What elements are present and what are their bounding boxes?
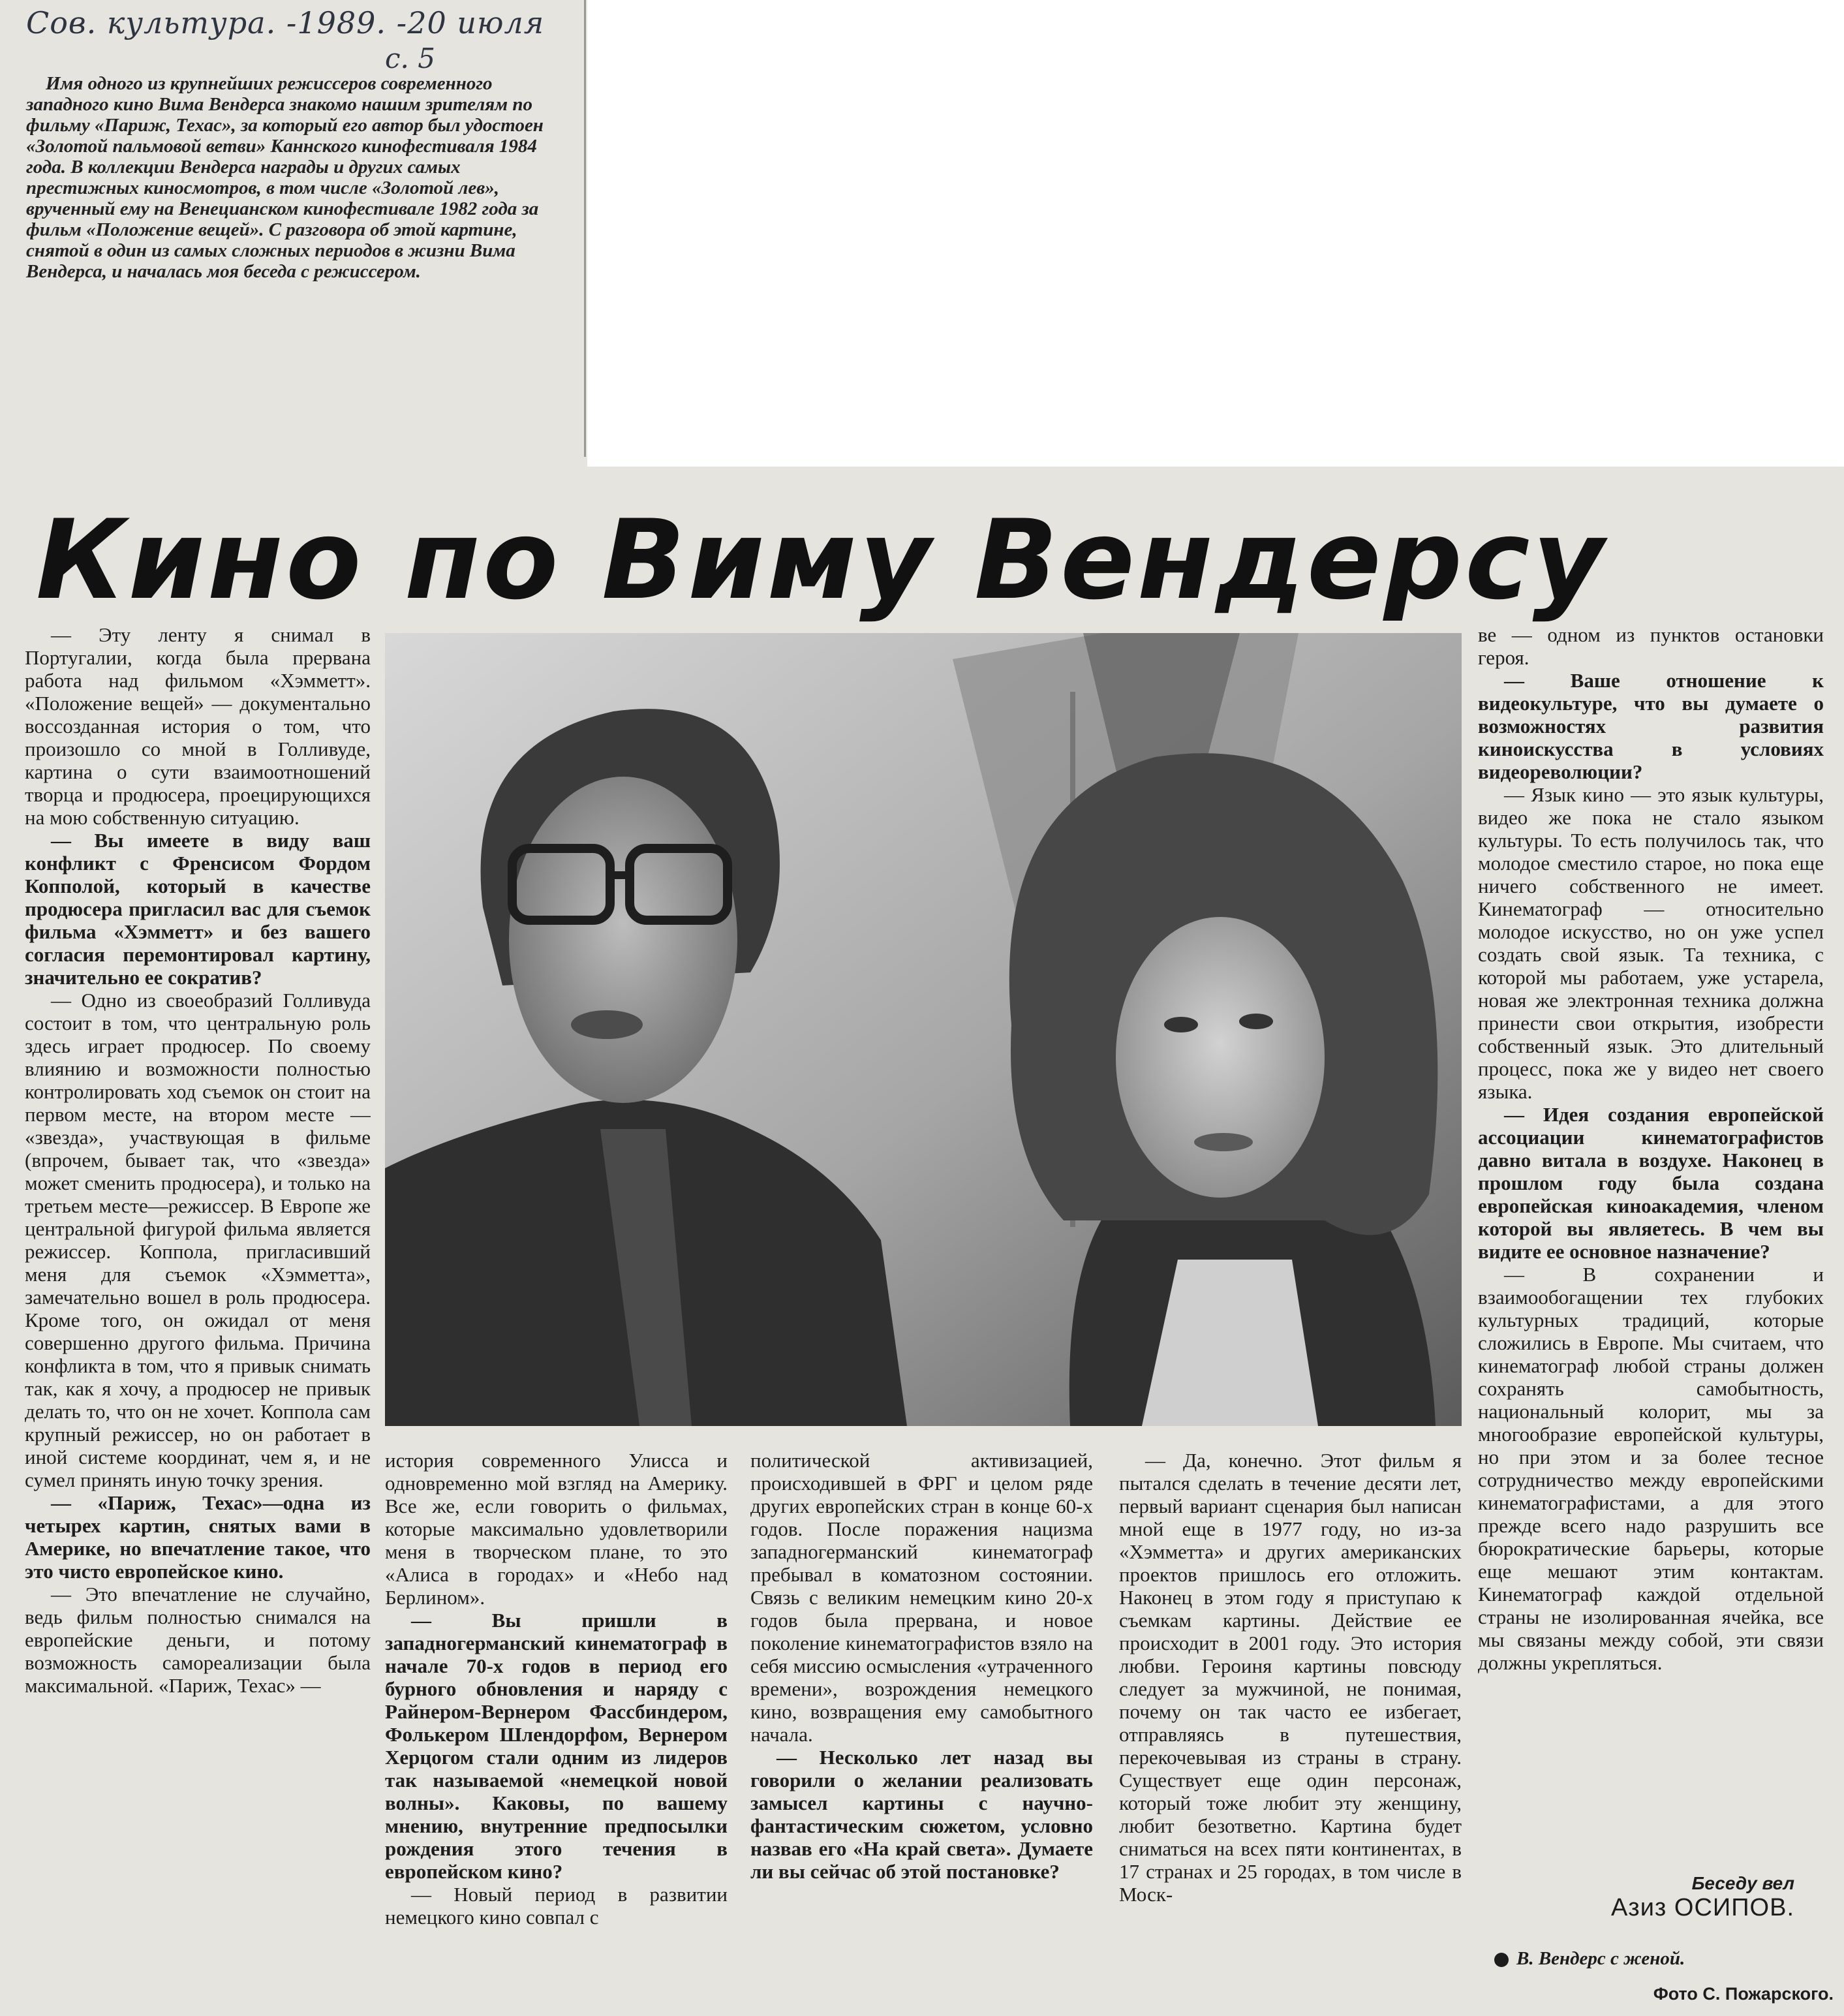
paragraph: — «Париж, Техас»—одна из четырех картин, снятых вами в Америке, но впечатление такое, что это чисто европейское кино.: [25, 1491, 371, 1583]
photo-caption-text: В. Вендерс с женой.: [1516, 1948, 1685, 1969]
paragraph: политической активизацией, происходившей в ФРГ и целом ряде других европейских стран в конце 60-х годов. После поражения нацизма западногерманский кинематограф пребывал в коматозном состоянии. Связь с великим немецким кино 20-х годов была прервана, и новое поколение кинематографистов взяло на себя миссию осмысления «утраченного времени», возрождения немецкого кино, возвращения ему самобытного начала.: [750, 1449, 1093, 1746]
byline-lead: Беседу вел: [1691, 1873, 1794, 1893]
article-column-2: [385, 1449, 728, 2004]
byline-author: Азиз ОСИПОВ.: [1610, 1894, 1794, 1921]
article-column-5: [1478, 623, 1824, 1870]
paragraph: история современного Улисса и одновременно мой взгляд на Америку. Все же, если говорить о фильмах, которые максимально удовлетворили меня в творческом плане, то это «Алиса в городах» и «Небо над Берлином».: [385, 1449, 728, 1609]
handwritten-page-note: с. 5: [385, 42, 435, 74]
article-column-4: [1119, 1449, 1462, 2004]
paragraph: — Это впечатление не случайно, ведь фильм полностью снимался на европейские деньги, и потому возможность самореализации была максимальной. «Париж, Техас» —: [25, 1583, 371, 1697]
article-headline: Кино по Виму Вендерсу: [36, 496, 1607, 624]
paragraph: — Новый период в развитии немецкого кино совпал с: [385, 1883, 728, 1929]
paragraph: — Несколько лет назад вы говорили о желании реализовать замысел картины с научно-фантастическим сюжетом, условно назвав его «На край света». Думаете ли вы сейчас об этой постановке?: [750, 1746, 1093, 1883]
photo-credit: Фото С. Пожарского.: [1653, 1984, 1834, 2004]
handwritten-source-note: Сов. культура. -1989. -20 июля: [26, 5, 545, 40]
paragraph: — Вы пришли в западногерманский кинематограф в начале 70-х годов в период его бурного обновления и наряду с Райнером-Вернером Фассбиндером, Фолькером Шлендорфом, Вернером Херцогом стали одним из лидеров так называемой «немецкой новой волны». Каковы, по вашему мнению, внутренние предпосылки рождения этого течения в европейском кино?: [385, 1609, 728, 1883]
article-column-1: [25, 623, 371, 2000]
paragraph: — Вы имеете в виду ваш конфликт с Френсисом Фордом Копполой, который в качестве продюсера пригласил вас для съемок фильма «Хэмметт» и без вашего согласия перемонтировал картину, значительно ее сократив?: [25, 829, 371, 989]
bullet-icon: [1494, 1953, 1509, 1967]
article-photo: [385, 633, 1462, 1426]
paragraph: ве — одном из пунктов остановки героя.: [1478, 623, 1824, 669]
byline: [1579, 1873, 1794, 1922]
intro-paragraph: Имя одного из крупнейших режиссеров современного западного кино Вима Вендерса знакомо нашим зрителям по фильму «Париж, Техас», за который его автор был удостоен «Золотой пальмовой ветви» Каннского кинофестиваля 1984 года. В коллекции Вендерса награды и других самых престижных киносмотров, в том числе «Золотой лев», врученный ему на Венецианском кинофестивале 1982 года за фильм «Положение вещей». С разговора об этой картине, снятой в один из самых сложных периодов в жизни Вима Вендерса, и началась моя беседа с режиссером.: [26, 73, 544, 282]
paragraph: — Язык кино — это язык культуры, видео же пока не стало языком культуры. То есть получилось так, что молодое сместило старое, но пока еще ничего собственного не имеет. Кинематограф — относительно молодое искусство, но он уже успел создать свой язык. Та техника, с которой мы работаем, уже устарела, новая же электронная техника должна принести свои открытия, изобрести собственный язык. Это длительный процесс, пока же у видео нет своего языка.: [1478, 783, 1824, 1103]
paragraph: — Да, конечно. Этот фильм я пытался сделать в течение десяти лет, первый вариант сценария был написан мной еще в 1977 году, но из-за «Хэмметта» и других американских проектов пришлось его отложить. Наконец в этом году я приступаю к съемкам картины. Действие ее происходит в 2001 году. Это история любви. Героиня картины повсюду следует за мужчиной, не понимая, почему он так часто ее избегает, отправляясь в путешествия, перекочевывая из страны в страну. Существует еще один персонаж, который тоже любит эту женщину, любит безответно. Картина будет сниматься на всех пяти континентах, в 17 странах и 25 городах, в том числе в Моск-: [1119, 1449, 1462, 1906]
paragraph: — Идея создания европейской ассоциации кинематографистов давно витала в воздухе. Наконец в прошлом году была создана европейская киноакадемия, членом которой вы являетесь. В чем вы видите ее основное назначение?: [1478, 1103, 1824, 1263]
paragraph: — В сохранении и взаимообогащении тех глубоких культурных традиций, которые сложились в Европе. Мы считаем, что кинематограф любой страны должен сохранять самобытность, национальный колорит, мы за многообразие европейской культуры, но при этом и за более тесное сотрудничество между европейскими кинематографистами, а для этого прежде всего надо разрушить все бюрократические барьеры, которые еще мешают этим контактам. Кинематограф каждой отдельной страны не изолированная ячейка, все мы связаны между собой, эти связи должны укрепляться.: [1478, 1263, 1824, 1674]
article-column-3: [750, 1449, 1093, 2004]
paragraph: — Эту ленту я снимал в Португалии, когда была прервана работа над фильмом «Хэмметт». «Положение вещей» — документально воссозданная история о том, что произошло со мной в Голливуде, картина о сути взаимоотношений творца и продюсера, проецирующихся на мою собственную ситуацию.: [25, 623, 371, 829]
column-divider: [584, 0, 586, 457]
paragraph: — Одно из своеобразий Голливуда состоит в том, что центральную роль здесь играет продюсер. По своему влиянию и возможности полностью контролировать ход съемок он стоит на первом месте, на втором месте — «звезда», участвующая в фильме (впрочем, бывает так, что «звезда» может сменить продюсера), и только на третьем месте—режиссер. В Европе же центральной фигурой фильма является режиссер. Коппола, пригласивший меня для съемок «Хэмметта», замечательно вошел в роль продюсера. Кроме того, он ожидал от меня совершенно другого фильма. Причина конфликта в том, что я привык снимать так, как я хочу, а продюсер не привык делать то, что он не хочет. Коппола сам крупный режиссер, но он работает в иной системе координат, чем я, и не сумел принять иную точку зрения.: [25, 989, 371, 1491]
photo-image: [385, 633, 1462, 1426]
paragraph: — Ваше отношение к видеокультуре, что вы думаете о возможностях развития киноискусства в условиях видеореволюции?: [1478, 669, 1824, 783]
photo-caption: [1494, 1948, 1834, 1970]
